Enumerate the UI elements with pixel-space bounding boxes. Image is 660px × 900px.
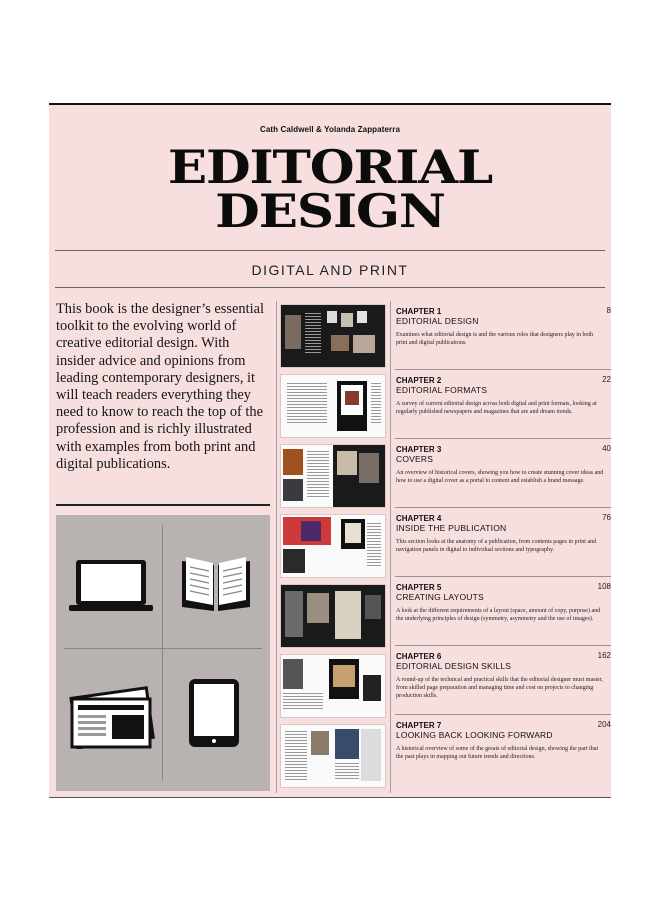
chapter-page: 40 <box>602 444 611 453</box>
thumbnail <box>281 305 385 367</box>
chapter-page: 8 <box>606 306 611 315</box>
divider <box>64 648 262 649</box>
thumbnail <box>281 655 385 717</box>
chapter-item <box>395 370 611 439</box>
chapter-page: 162 <box>597 651 611 660</box>
chapter-label: CHAPTER 5 <box>396 583 442 592</box>
column-divider <box>390 301 391 793</box>
chapter-description: A historical overview of some of the greats of editorial design, showing the part that the past plays in mapping out future trends and directions. <box>396 746 599 760</box>
chapter-page: 76 <box>602 513 611 522</box>
laptop-icon <box>69 560 153 612</box>
chapter-name: INSIDE THE PUBLICATION <box>396 523 507 533</box>
thumbnail <box>281 515 385 577</box>
title-line-2: DESIGN <box>215 184 445 238</box>
chapter-item <box>395 439 611 508</box>
chapter-label: CHAPTER 1 <box>396 307 442 316</box>
chapter-description: A survey of current editorial design across both digital and print formats, looking at regularly published newspapers and magazines that are and dream trends. <box>396 401 597 415</box>
blurb-text: This book is the designer’s essential toolkit to the evolving world of creative editorial design. With insider advice and opinions from leading contemporary designers, it will teach readers everything they need to know to reach the top of the profession and is richly illustrated with examples from both print and digital publications. <box>56 301 264 472</box>
chapter-item <box>395 715 611 784</box>
chapter-name: COVERS <box>396 454 434 464</box>
chapter-description: Examines what editorial design is and the various roles that designers play in both print and digital publications. <box>396 332 594 346</box>
chapter-label: CHAPTER 4 <box>396 514 442 523</box>
chapter-item <box>395 577 611 646</box>
authors: Cath Caldwell & Yolanda Zappaterra <box>259 125 401 134</box>
column-divider <box>276 301 277 793</box>
chapter-name: EDITORIAL DESIGN <box>396 316 479 326</box>
divider <box>55 250 605 251</box>
thumbnail <box>281 585 385 647</box>
chapter-name: CREATING LAYOUTS <box>396 592 484 602</box>
thumbnail <box>281 725 385 787</box>
tablet-icon <box>189 679 239 747</box>
title-line-1: EDITORIAL <box>167 140 493 194</box>
book-title <box>49 140 611 238</box>
chapter-page: 108 <box>597 582 611 591</box>
divider <box>56 504 270 506</box>
book-icon <box>182 555 250 611</box>
subtitle: DIGITAL AND PRINT <box>251 262 409 278</box>
chapter-label: CHAPTER 6 <box>396 652 442 661</box>
chapter-description: A look at the different requirements of a layout (space, amount of copy, purpose) and the underlying principles of design (symmetry, asymmetry and the use of images). <box>396 608 601 622</box>
book-cover <box>49 103 611 798</box>
chapter-name: EDITORIAL FORMATS <box>396 385 488 395</box>
chapter-item <box>395 301 611 370</box>
chapter-name: EDITORIAL DESIGN SKILLS <box>396 661 512 671</box>
chapter-page: 22 <box>602 375 611 384</box>
chapter-item <box>395 646 611 715</box>
chapter-item <box>395 508 611 577</box>
newspaper-icon <box>66 685 156 749</box>
chapter-page: 204 <box>597 720 611 729</box>
chapter-description: An overview of historical covers, showing you how to create stunning cover ideas and how to use a digital cover as a portal to content and establish a brand message. <box>396 470 604 484</box>
chapter-name: LOOKING BACK LOOKING FORWARD <box>396 730 553 740</box>
thumbnail <box>281 445 385 507</box>
divider <box>162 525 163 781</box>
chapter-label: CHAPTER 7 <box>396 721 442 730</box>
chapter-description: This section looks at the anatomy of a publication, from contents pages in print and navigation panels in digital to individual sections and typography. <box>396 539 597 553</box>
thumbnail <box>281 375 385 437</box>
chapter-label: CHAPTER 2 <box>396 376 442 385</box>
chapter-description: A round-up of the technical and practical skills that the editorial designer must master, from skilled page preparation and managing time and cost on projects to changing production skills. <box>396 677 604 699</box>
divider <box>55 287 605 288</box>
chapter-label: CHAPTER 3 <box>396 445 442 454</box>
devices-panel <box>56 515 270 791</box>
